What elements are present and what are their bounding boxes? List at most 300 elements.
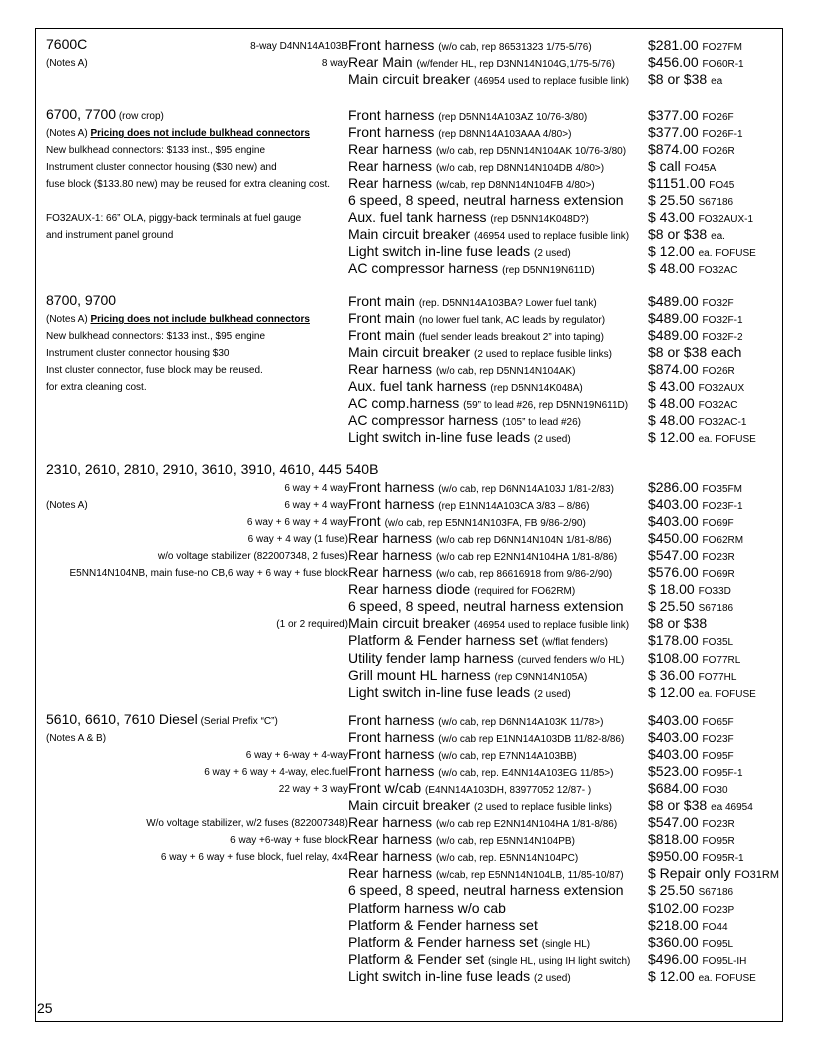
model-note: [46, 314, 310, 325]
item-name: Rear harness diode: [348, 581, 471, 598]
price-row: [0, 497, 816, 514]
harness-item: [348, 848, 578, 864]
item-name: Grill mount HL harness: [348, 666, 491, 683]
item-note: (w/o cab, rep D6NN14A103J 1/81-2/83): [438, 484, 614, 496]
item-note: (46954 used to replace fusible link): [474, 76, 630, 88]
item-note: (rep. D5NN14A103BA? Lower fuel tank): [418, 298, 597, 309]
harness-item: [348, 54, 615, 70]
part-number: ea 46954: [711, 802, 753, 814]
item-name: Rear harness: [348, 158, 433, 175]
item-note: (w/fender HL, rep D3NN14N104G,1/75-5/76): [416, 59, 615, 71]
price-value: $403.00: [648, 729, 699, 746]
price-cell: [648, 667, 736, 683]
item-note: (rep E1NN14A103CA 3/83 – 8/86): [438, 501, 590, 513]
harness-item: [348, 226, 629, 242]
price-cell: [648, 361, 735, 377]
harness-item: [348, 192, 624, 208]
price-cell: [648, 934, 733, 950]
connector-spec: 6 way + 4 way (1 fuse): [247, 534, 348, 546]
item-name: Aux. fuel tank harness: [348, 209, 487, 226]
item-note: (w/flat fenders): [541, 637, 608, 649]
part-number: FO95R: [702, 836, 735, 848]
harness-item: [348, 71, 629, 87]
price-row: [0, 193, 816, 210]
harness-item: [348, 344, 612, 360]
part-number: FO44: [702, 921, 728, 933]
part-number: FO95L: [702, 938, 734, 950]
item-note: (2 used): [534, 688, 571, 700]
price-cell: [648, 814, 735, 830]
harness-item: [348, 632, 608, 648]
harness-item: [348, 615, 629, 631]
price-value: $818.00: [648, 831, 699, 848]
harness-item: [348, 951, 630, 967]
harness-item: [348, 310, 605, 326]
item-note: (105” to lead #26): [502, 417, 582, 429]
price-row: [0, 565, 816, 582]
item-note: (w/o cab rep E2NN14N104HA 1/81-8/86): [435, 552, 618, 564]
item-name: 6 speed, 8 speed, neutral harness extension: [348, 598, 624, 615]
item-name: Front harness: [348, 37, 435, 53]
price-cell: [648, 746, 734, 762]
price-row: [0, 379, 816, 396]
harness-item: [348, 934, 590, 950]
harness-item: [348, 865, 624, 881]
price-value: $8 or $38: [648, 71, 708, 88]
item-name: Front main: [348, 293, 415, 309]
price-cell: [648, 209, 753, 225]
item-name: Main circuit breaker: [348, 71, 471, 88]
part-number: FO23F: [702, 734, 734, 746]
price-value: $ call: [648, 158, 681, 175]
part-number: ea. FOFUSE: [698, 688, 756, 700]
model-text: (Notes A): [46, 500, 88, 512]
price-row: [0, 328, 816, 345]
price-value: $108.00: [648, 649, 699, 666]
price-cell: [648, 344, 741, 360]
harness-item: [348, 37, 592, 53]
price-cell: [648, 598, 733, 614]
price-cell: [648, 175, 734, 191]
part-number: FO23R: [702, 819, 735, 831]
part-number: FO69F: [702, 518, 734, 530]
price-value: $547.00: [648, 547, 699, 564]
price-row: [0, 798, 816, 815]
model-text: Instrument cluster connector housing $30: [46, 348, 230, 360]
model-text: Instrument cluster connector housing ($30 new) and: [46, 162, 277, 174]
price-row: [0, 176, 816, 193]
harness-item: [348, 496, 589, 512]
price-row: [0, 430, 816, 447]
item-name: Rear harness: [348, 814, 433, 831]
item-name: Front w/cab: [348, 780, 422, 797]
price-cell: [648, 226, 725, 242]
item-note: (w/o cab, rep D5NN14N104AK 10/76-3/80): [435, 146, 627, 158]
item-name: Rear harness: [348, 547, 433, 564]
model-text: (Notes A): [46, 128, 88, 140]
model-text: (Notes A): [46, 58, 88, 70]
item-note: (w/o cab, rep 86531323 1/75-5/76): [438, 42, 592, 53]
harness-item: [348, 650, 624, 666]
part-number: S67186: [698, 603, 734, 615]
price-cell: [648, 632, 733, 648]
model-note: [46, 382, 147, 393]
harness-item: [348, 814, 617, 830]
model-note: [46, 179, 330, 190]
price-row: [0, 866, 816, 883]
price-row: [0, 55, 816, 72]
item-name: Rear harness: [348, 848, 433, 865]
price-cell: [648, 547, 735, 563]
item-name: Rear harness: [348, 175, 433, 192]
price-value: $874.00: [648, 361, 699, 378]
price-row: [0, 849, 816, 866]
price-row: [0, 781, 816, 798]
harness-item: [348, 780, 591, 796]
model-text: (Notes A & B): [46, 733, 107, 745]
item-name: Front harness: [348, 712, 435, 728]
price-cell: [648, 729, 734, 745]
price-value: $ 12.00: [648, 429, 695, 446]
price-cell: [648, 865, 779, 881]
price-cell: [648, 763, 743, 779]
part-number: FO27FM: [702, 42, 742, 53]
price-value: $684.00: [648, 780, 699, 797]
connector-spec: w/o voltage stabilizer (822007348, 2 fuses): [157, 551, 348, 563]
item-name: Platform & Fender harness set: [348, 916, 538, 933]
price-value: $403.00: [648, 496, 699, 513]
price-cell: [648, 54, 744, 70]
model-text: 6700, 7700: [46, 106, 117, 122]
harness-item: [348, 395, 628, 411]
price-row: [0, 633, 816, 650]
price-value: $8 or $38: [648, 615, 708, 632]
part-number: ea. FOFUSE: [698, 972, 756, 984]
price-row: [0, 685, 816, 702]
harness-item: [348, 598, 624, 614]
item-name: Front harness: [348, 763, 435, 780]
price-row: [0, 108, 816, 125]
connector-spec: 22 way + 3 way: [278, 784, 348, 796]
item-note: (w/o cab, rep D6NN14A103K 11/78>): [438, 717, 604, 728]
part-number: FO32F-2: [702, 332, 743, 344]
model-text: 5610, 6610, 7610 Diesel: [46, 711, 198, 727]
connector-spec: 6 way + 4 way: [284, 500, 348, 512]
item-name: Front harness: [348, 746, 435, 763]
harness-item: [348, 564, 612, 580]
price-cell: [648, 293, 734, 309]
part-number: ea. FOFUSE: [698, 434, 756, 446]
price-value: $403.00: [648, 712, 699, 728]
price-row: [0, 764, 816, 781]
connector-spec: E5NN14N104NB, main fuse-no CB,6 way + 6 way + fuse block: [69, 568, 348, 580]
price-value: $ 48.00: [648, 395, 695, 412]
price-cell: [648, 797, 753, 813]
price-value: $286.00: [648, 479, 699, 496]
price-cell: [648, 395, 738, 411]
item-name: 6 speed, 8 speed, neutral harness extension: [348, 192, 624, 209]
part-number: FO69R: [702, 569, 735, 581]
model-text: fuse block ($133.80 new) may be reused for extra cleaning cost.: [46, 179, 331, 191]
price-cell: [648, 564, 735, 580]
price-value: $ 25.50: [648, 882, 695, 899]
price-value: $178.00: [648, 632, 699, 649]
part-number: FO32F: [702, 298, 734, 309]
model-text: New bulkhead connectors: $133 inst., $95 engine: [46, 145, 266, 157]
price-cell: [648, 412, 746, 428]
part-number: FO95R-1: [702, 853, 744, 865]
item-note: (w/o cab, rep D8NN14N104DB 4/80>): [435, 163, 605, 175]
part-number: FO26F-1: [702, 129, 743, 141]
harness-item: [348, 831, 575, 847]
harness-item: [348, 882, 624, 898]
price-row: [0, 747, 816, 764]
part-number: FO32AC-1: [698, 417, 747, 429]
part-number: FO35L: [702, 637, 734, 649]
item-note: (2 used): [534, 434, 571, 446]
part-number: FO62RM: [702, 535, 744, 547]
part-number: FO65F: [702, 717, 734, 728]
price-row: [0, 883, 816, 900]
harness-item: [348, 530, 612, 546]
price-cell: [648, 327, 743, 343]
item-note: (curved fenders w/o HL): [517, 654, 625, 666]
part-number: FO77RL: [702, 654, 741, 666]
item-note: (w/cab, rep E5NN14N104LB, 11/85-10/87): [435, 870, 624, 882]
price-cell: [648, 107, 734, 123]
price-value: $456.00: [648, 54, 699, 71]
price-value: $ 43.00: [648, 209, 695, 226]
part-number: FO32F-1: [702, 315, 743, 327]
price-row: [0, 815, 816, 832]
item-note: (rep D5NN14K048D?): [490, 214, 589, 226]
item-name: Platform harness w/o cab: [348, 899, 506, 916]
harness-item: [348, 900, 506, 916]
item-note: (rep D5NN19N611D): [502, 265, 595, 277]
harness-item: [348, 361, 575, 377]
price-row: [0, 261, 816, 278]
price-value: $489.00: [648, 293, 699, 309]
price-cell: [648, 917, 728, 933]
price-value: $8 or $38 each: [648, 344, 742, 361]
model-note: [46, 58, 88, 69]
price-value: $360.00: [648, 933, 699, 950]
part-number: FO23P: [702, 904, 735, 916]
price-row: [0, 918, 816, 935]
price-cell: [648, 882, 733, 898]
model-heading: [46, 36, 87, 52]
part-number: ea.: [711, 231, 725, 243]
model-subnote: (Serial Prefix “C”): [197, 716, 278, 727]
item-note: (single HL, using IH light switch): [488, 955, 631, 967]
price-cell: [648, 243, 756, 259]
part-number: FO95L-IH: [702, 955, 747, 967]
part-number: FO77HL: [698, 671, 737, 683]
harness-item: [348, 175, 595, 191]
item-note: (w/o cab, rep. E5NN14N104PC): [435, 853, 579, 865]
price-value: $1151.00: [648, 175, 706, 192]
item-note: (w/o cab rep D6NN14N104N 1/81-8/86): [435, 535, 612, 547]
price-row: [0, 210, 816, 227]
item-note: (rep D5NN14K048A): [490, 383, 583, 395]
price-cell: [648, 158, 716, 174]
price-value: $576.00: [648, 564, 699, 581]
item-name: Rear Main: [348, 54, 413, 71]
price-value: $8 or $38: [648, 797, 708, 814]
price-row: [0, 531, 816, 548]
model-section: [0, 294, 816, 447]
part-number: FO45: [709, 180, 735, 192]
price-row: [0, 362, 816, 379]
item-note: (single HL): [541, 938, 591, 950]
price-row: [0, 616, 816, 633]
pricing-warning: Pricing does not include bulkhead connectors: [90, 128, 310, 140]
model-section: [0, 463, 816, 702]
price-value: $950.00: [648, 848, 699, 865]
connector-spec: W/o voltage stabilizer, w/2 fuses (822007348): [146, 818, 348, 830]
price-cell: [648, 310, 743, 326]
price-cell: [648, 848, 744, 864]
price-cell: [648, 780, 728, 796]
item-note: (2 used): [534, 248, 571, 260]
price-row: [0, 463, 816, 480]
item-name: Front: [348, 513, 381, 530]
model-section: [0, 108, 816, 278]
part-number: ea. FOFUSE: [698, 248, 756, 260]
model-text: and instrument panel ground: [46, 230, 174, 242]
harness-item: [348, 547, 617, 563]
part-number: S67186: [698, 197, 734, 209]
price-row: [0, 311, 816, 328]
harness-item: [348, 729, 624, 745]
price-row: [0, 832, 816, 849]
price-row: [0, 730, 816, 747]
part-number: FO33D: [698, 586, 731, 598]
model-text: for extra cleaning cost.: [46, 382, 147, 394]
price-row: [0, 345, 816, 362]
connector-spec: 6 way + 6 way + fuse block, fuel relay, 4x4: [160, 852, 348, 864]
harness-item: [348, 712, 603, 728]
harness-item: [348, 378, 583, 394]
model-note: [46, 213, 301, 224]
model-heading: [46, 292, 116, 308]
part-number: FO95F: [702, 751, 734, 763]
part-number: FO26R: [702, 366, 735, 378]
item-name: Rear harness: [348, 141, 433, 158]
item-note: (rep C9NN14N105A): [494, 671, 588, 683]
part-number: FO60R-1: [702, 59, 744, 71]
price-row: [0, 651, 816, 668]
item-note: (2 used to replace fusible links): [474, 349, 612, 361]
harness-item: [348, 141, 626, 157]
item-note: (E4NN14A103DH, 83977052 12/87- ): [425, 785, 592, 797]
item-note: (required for FO62RM): [474, 586, 576, 598]
price-value: $102.00: [648, 899, 699, 916]
price-value: $450.00: [648, 530, 699, 547]
price-value: $ 12.00: [648, 243, 695, 260]
price-row: [0, 294, 816, 311]
item-name: Aux. fuel tank harness: [348, 378, 487, 395]
price-cell: [648, 429, 756, 445]
item-note: (46954 used to replace fusible link): [474, 620, 630, 632]
item-note: (w/o cab, rep D5NN14N104AK): [435, 366, 576, 378]
price-cell: [648, 650, 740, 666]
price-row: [0, 901, 816, 918]
item-name: AC compressor harness: [348, 260, 499, 277]
price-row: [0, 935, 816, 952]
harness-item: [348, 293, 597, 309]
item-name: Rear harness: [348, 831, 433, 848]
price-row: [0, 599, 816, 616]
part-number: FO95F-1: [702, 768, 743, 780]
price-row: [0, 396, 816, 413]
connector-spec: 8 way: [321, 58, 348, 70]
price-row: [0, 952, 816, 969]
model-heading: [46, 711, 278, 727]
item-note: (w/o cab, rep E5NN14N104PB): [435, 836, 575, 848]
price-value: $ 43.00: [648, 378, 695, 395]
item-name: Main circuit breaker: [348, 615, 471, 632]
part-number: FO26F: [702, 112, 734, 123]
model-text: 2310, 2610, 2810, 2910, 3610, 3910, 4610, 445 540B: [46, 461, 379, 477]
model-section: [0, 38, 816, 89]
model-note: [46, 331, 265, 342]
price-value: $8 or $38: [648, 226, 708, 243]
price-value: $523.00: [648, 763, 699, 780]
price-cell: [648, 192, 733, 208]
model-note: [46, 500, 88, 511]
price-cell: [648, 530, 743, 546]
model-text: FO32AUX-1: 66” OLA, piggy-back terminals at fuel gauge: [46, 213, 302, 225]
item-name: Utility fender lamp harness: [348, 649, 514, 666]
price-value: $403.00: [648, 746, 699, 763]
price-value: $218.00: [648, 916, 699, 933]
item-note: (w/o cab, rep 86616918 from 9/86-2/90): [435, 569, 613, 581]
item-note: (59” to lead #26, rep D5NN19N611D): [463, 400, 629, 412]
price-row: [0, 413, 816, 430]
pricing-warning: Pricing does not include bulkhead connectors: [90, 314, 310, 326]
part-number: FO32AUX: [698, 383, 745, 395]
item-note: (w/o cab rep E2NN14N104HA 1/81-8/86): [435, 819, 618, 831]
harness-item: [348, 124, 571, 140]
part-number: FO23F-1: [702, 501, 743, 513]
price-cell: [648, 124, 743, 140]
item-note: (46954 used to replace fusible link): [474, 231, 630, 243]
harness-item: [348, 763, 613, 779]
price-row: [0, 480, 816, 497]
price-value: $281.00: [648, 37, 699, 53]
harness-item: [348, 968, 571, 984]
part-number: FO31RM: [734, 869, 780, 882]
item-name: Main circuit breaker: [348, 226, 471, 243]
price-cell: [648, 581, 731, 597]
harness-item: [348, 429, 571, 445]
item-name: Front harness: [348, 107, 435, 123]
price-cell: [648, 684, 756, 700]
item-note: (fuel sender leads breakout 2” into taping): [418, 332, 604, 344]
price-row: [0, 668, 816, 685]
price-row: [0, 514, 816, 531]
price-value: $ 36.00: [648, 666, 695, 683]
part-number: S67186: [698, 887, 734, 899]
harness-item: [348, 684, 571, 700]
item-name: Light switch in-line fuse leads: [348, 243, 531, 260]
part-number: FO32AC: [698, 265, 738, 277]
harness-item: [348, 107, 587, 123]
price-value: $403.00: [648, 513, 699, 530]
price-row: [0, 548, 816, 565]
item-name: Main circuit breaker: [348, 344, 471, 361]
